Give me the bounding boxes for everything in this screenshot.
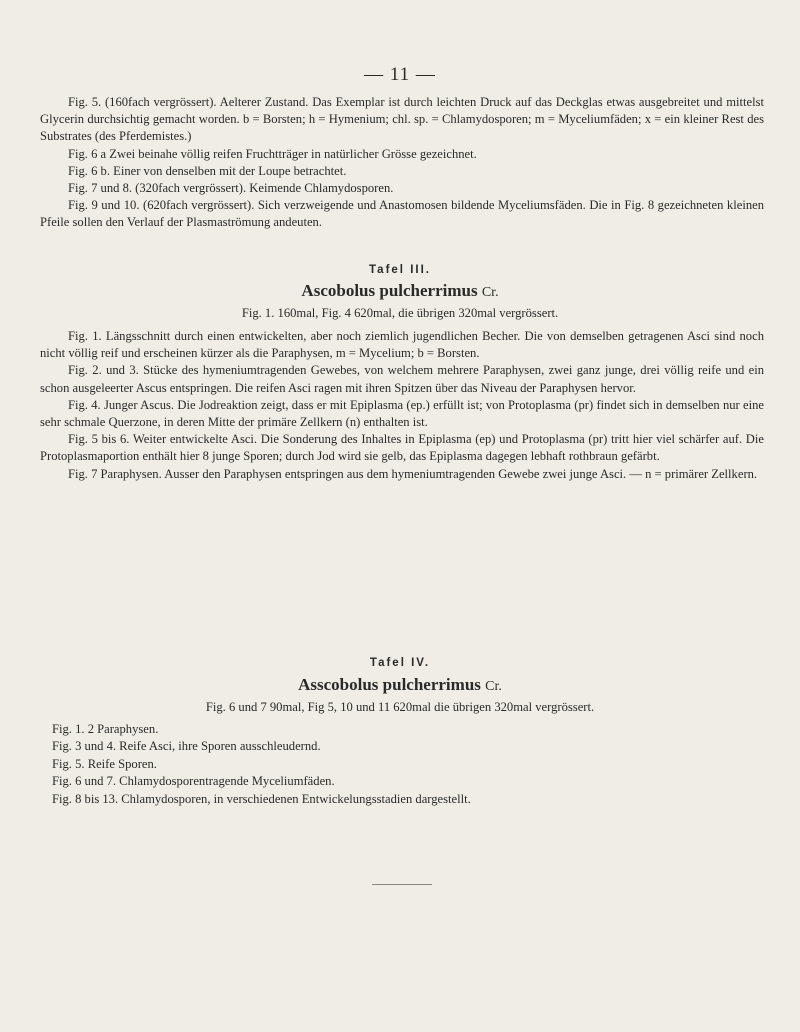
paragraph: Fig. 6 b. Einer von denselben mit der Loupe betrachtet. (68, 163, 347, 178)
species-title (0, 281, 800, 301)
paragraph: Fig. 2. und 3. Stücke des hymeniumtragenden Gewebes, von welchem mehrere Paraphysen, zwei ganz junge, drei völlig reife und ein schon ausgeleerter Ascus entspringen. Die reifen Asci ragen mit ihren Spitzen über das Niveau der Paraphysen hervor. (40, 363, 764, 395)
page-number: — 11 — (364, 64, 436, 85)
end-rule (372, 884, 432, 885)
paragraph: Fig. 7 Paraphysen. Ausser den Paraphysen entspringen aus dem hymeniumtragenden Gewebe zwei junge Asci. — n = primärer Zellkern. (68, 466, 758, 481)
paragraph: Fig. 7 und 8. (320fach vergrössert). Keimende Chlamydosporen. (68, 181, 394, 196)
species-author: Cr. (485, 679, 502, 694)
list-item: Fig. 3 und 4. Reife Asci, ihre Sporen ausschleudernd. (52, 739, 321, 754)
species-name: Asscobolus pulcherrimus (298, 675, 481, 694)
list-item: Fig. 5. Reife Sporen. (52, 756, 157, 771)
plate-heading: Tafel IV. (369, 657, 431, 669)
paragraph: Fig. 9 und 10. (620fach vergrössert). Sich verzweigende und Anastomosen bildende Myceliumsfäden. Die in Fig. 8 gezeichneten kleinen Pfeile sollen den Verlauf der Plasmaströmung andeuten. (40, 198, 764, 230)
figure-explanations-plate-2 (40, 94, 764, 232)
paragraph: Fig. 5. (160fach vergrössert). Aelterer Zustand. Das Exemplar ist durch leichten Druck auf das Deckglas etwas ausgebreitet und mittelst Glycerin durchsichtig gemacht worden. b = Borsten; h = Hymenium; chl. sp. = Chlamydosporen; m = Myceliumfäden; x = ein kleiner Rest des Substrates (des Pferdemistes.) (40, 95, 764, 144)
magnification-note: Fig. 6 und 7 90mal, Fig 5, 10 und 11 620mal die übrigen 320mal vergrössert. (205, 700, 595, 714)
list-item: Fig. 8 bis 13. Chlamydosporen, in verschiedenen Entwickelungsstadien dargestellt. (52, 791, 471, 806)
paragraph: Fig. 4. Junger Ascus. Die Jodreaktion zeigt, dass er mit Epiplasma (ep.) erfüllt ist; von Protoplasma (pr) findet sich in demselben nur eine sehr schmale Querzone, in deren Mitte der primäre Zellkern (n) enthalten ist. (40, 397, 764, 430)
magnification-note: Fig. 1. 160mal, Fig. 4 620mal, die übrigen 320mal vergrössert. (241, 306, 559, 320)
figure-explanations-plate-3 (40, 328, 764, 483)
paragraph: Fig. 1. Längsschnitt durch einen entwickelten, aber noch ziemlich jugendlichen Becher. Die von demselben getragenen Asci sind noch nicht völlig reif und erscheinen kürzer als die Paraphysen, m = Mycelium; b = Borsten. (40, 329, 764, 361)
species-title (0, 675, 800, 695)
list-item: Fig. 1. 2 Paraphysen. (52, 722, 159, 736)
paragraph: Fig. 6 a Zwei beinahe völlig reifen Fruchtträger in natürlicher Grösse gezeichnet. (68, 146, 477, 161)
paragraph: Fig. 5 bis 6. Weiter entwickelte Asci. Die Sonderung des Inhaltes in Epiplasma (ep) und Protoplasma (pr) tritt hier viel schärfer auf. Die Protoplasmaportion enthält hier 8 junge Sporen; durch Jod wird sie gelb, das Epiplasma dagegen lebhaft rothbraun gefärbt. (40, 432, 764, 464)
species-name: Ascobolus pulcherrimus (301, 281, 478, 300)
species-author: Cr. (481, 285, 499, 300)
plate-heading: Tafel III. (369, 264, 431, 276)
list-item: Fig. 6 und 7. Chlamydosporentragende Myceliumfäden. (52, 774, 335, 789)
figure-list-plate-4 (52, 721, 752, 808)
